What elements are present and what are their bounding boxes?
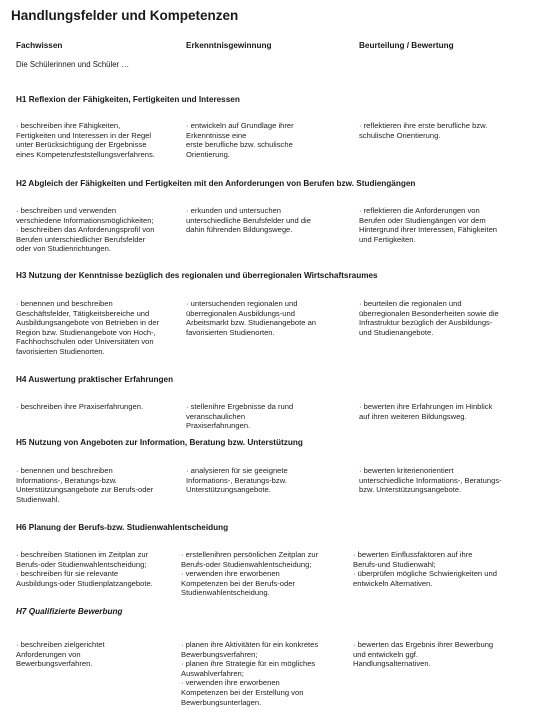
section-h6-erkenntnisgewinnung — [181, 550, 346, 598]
cell-line: Studienwahlentscheidung. — [181, 588, 270, 598]
cell-line: · beschreiben ihre Praxiserfahrungen. — [16, 402, 144, 411]
cell-line: Erkenntnisse eine — [186, 130, 247, 140]
cell-line: · entwickeln auf Grundlage ihrer — [186, 121, 294, 130]
column-header-beurteilung: Beurteilung / Bewertung — [359, 41, 454, 50]
page-title: Handlungsfelder und Kompetenzen — [11, 8, 239, 23]
cell-line: · beschreiben zielgerichtet — [16, 640, 105, 649]
cell-line: · bewerten ihre Erfahrungen im Hinblick — [359, 402, 493, 411]
cell-line: Auswahlverfahren; — [181, 668, 244, 678]
cell-line: · beschreiben das Anforderungsprofil von — [16, 225, 155, 235]
cell-line: · erkunden und untersuchen — [186, 206, 281, 215]
cell-line: Ausbildungs-oder Studienplatzangebote. — [16, 578, 153, 588]
cell-line: Region bzw. Studienangebote von Hoch-, — [16, 327, 156, 337]
cell-line: Geschäftsfelder, Tätigkeitsbereiche und — [16, 308, 150, 318]
cell-line: Infrastruktur bezüglich der Ausbildungs- — [359, 318, 493, 328]
cell-line: Praxiserfahrungen. — [186, 421, 251, 431]
section-h5-erkenntnisgewinnung — [186, 466, 346, 495]
section-h2-title: H2 Abgleich der Fähigkeiten und Fertigkeiten mit den Anforderungen von Berufen bzw. Studiengängen — [16, 179, 416, 188]
cell-line: oder von Studienrichtungen. — [16, 244, 111, 254]
cell-line: · bewerten kriterienorientiert — [359, 466, 454, 475]
cell-line: erste berufliche bzw. schulische — [186, 140, 293, 150]
cell-line: bzw. Unterstützungsangebote. — [359, 485, 462, 495]
section-h3-erkenntnisgewinnung — [186, 299, 346, 337]
cell-line: · bewerten das Ergebnis ihrer Bewerbung — [353, 640, 494, 649]
section-h4-erkenntnisgewinnung — [186, 402, 346, 431]
cell-line: Berufs-oder Studienwahlentscheidung; — [16, 559, 147, 569]
cell-line: Informations-, Beratungs-bzw. — [186, 475, 287, 485]
cell-line: Anforderungen von — [16, 649, 81, 659]
section-h3-bewertung — [359, 299, 527, 337]
section-h3-fachwissen — [16, 299, 176, 357]
cell-line: favorisierten Studienorten. — [186, 327, 275, 337]
cell-line: · beurteilen die regionalen und — [359, 299, 462, 308]
cell-line: unterschiedliche Berufsfelder und die — [186, 215, 311, 225]
cell-line: Fertigkeiten und Interessen in der Regel — [16, 130, 152, 140]
cell-line: Bewerbungsunterlagen. — [181, 697, 262, 707]
section-h1-erkenntnisgewinnung — [186, 121, 346, 159]
cell-line: Informations-, Beratungs-bzw. — [16, 475, 117, 485]
section-h2-bewertung — [359, 206, 527, 244]
section-h5-fachwissen — [16, 466, 176, 504]
cell-line: entwickeln Alternativen. — [353, 578, 433, 588]
cell-line: Unterstützungsangebote. — [186, 485, 271, 495]
cell-line: · beschreiben für sie relevante — [16, 569, 119, 579]
cell-line: überregionalen Besonderheiten sowie die — [359, 308, 499, 318]
section-h3-title: H3 Nutzung der Kenntnisse bezüglich des regionalen und überregionalen Wirtschaftsraumes — [16, 271, 378, 280]
cell-line: · verwenden ihre erworbenen — [181, 678, 280, 688]
cell-line: Kompetenzen bei der Berufs-oder — [181, 578, 295, 588]
cell-line: und entwickeln ggf. — [353, 649, 419, 659]
cell-line: Orientierung. — [186, 149, 230, 159]
cell-line: überregionalen Ausbildungs-und — [186, 308, 295, 318]
cell-line: favorisierten Studienorten. — [16, 346, 105, 356]
cell-line: Ausbildungsangebote von Betrieben in der — [16, 318, 160, 328]
cell-line: · stellenihre Ergebnisse da rund — [186, 402, 294, 411]
cell-line: · reflektieren ihre erste berufliche bzw. — [359, 121, 488, 130]
section-h2-fachwissen — [16, 206, 176, 254]
section-h7-fachwissen — [16, 640, 176, 669]
cell-line: Berufs-oder Studienwahlentscheidung; — [181, 559, 312, 569]
cell-line: · analysieren für sie geeignete — [186, 466, 288, 475]
cell-line: · benennen und beschreiben — [16, 466, 113, 475]
section-h6-fachwissen — [16, 550, 176, 588]
section-h7-erkenntnisgewinnung — [181, 640, 346, 707]
cell-line: · beschreiben ihre Fähigkeiten, — [16, 121, 121, 130]
cell-line: · erstellenihren persönlichen Zeitplan zur — [181, 550, 319, 559]
cell-line: · überprüfen mögliche Schwierigkeiten und — [353, 569, 497, 579]
column-header-fachwissen: Fachwissen — [16, 41, 63, 50]
cell-line: und Fertigkeiten. — [359, 234, 416, 244]
cell-line: veranschaulichen — [186, 411, 246, 421]
cell-line: Berufen oder Studiengängen vor dem — [359, 215, 486, 225]
cell-line: · reflektieren die Anforderungen von — [359, 206, 480, 215]
cell-line: eines Kompetenzfeststellungsverfahrens. — [16, 149, 155, 159]
section-h1-title: H1 Reflexion der Fähigkeiten, Fertigkeiten und Interessen — [16, 95, 240, 104]
intro-text: Die Schülerinnen und Schüler … — [16, 60, 130, 69]
cell-line: Bewerbungsverfahren; — [181, 649, 258, 659]
cell-line: verschiedene Informationsmöglichkeiten; — [16, 215, 154, 225]
cell-line: Kompetenzen bei der Erstellung von — [181, 687, 304, 697]
section-h5-bewertung — [359, 466, 527, 495]
section-h4-fachwissen — [16, 402, 176, 412]
cell-line: Berufen unterschiedlicher Berufsfelder — [16, 234, 146, 244]
cell-line: dahin führenden Bildungswege. — [186, 225, 293, 235]
section-h7-bewertung — [353, 640, 528, 669]
cell-line: unter Berücksichtigung der Ergebnisse — [16, 140, 147, 150]
cell-line: Studienwahl. — [16, 494, 60, 504]
cell-line: auf ihren weiteren Bildungsweg. — [359, 411, 467, 421]
cell-line: unterschiedliche Informations-, Beratungs- — [359, 475, 502, 485]
cell-line: Handlungsalternativen. — [353, 659, 431, 669]
cell-line: · beschreiben und verwenden — [16, 206, 117, 215]
cell-line: · untersuchenden regionalen und — [186, 299, 298, 308]
column-header-erkenntnisgewinnung: Erkenntnisgewinnung — [186, 41, 272, 50]
cell-line: · benennen und beschreiben — [16, 299, 113, 308]
cell-line: Unterstützungsangebote zur Berufs-oder — [16, 485, 154, 495]
cell-line: schulische Orientierung. — [359, 130, 441, 140]
section-h6-title: H6 Planung der Berufs-bzw. Studienwahlentscheidung — [16, 523, 229, 532]
section-h6-bewertung — [353, 550, 528, 588]
section-h1-fachwissen — [16, 121, 176, 159]
section-h5-title: H5 Nutzung von Angeboten zur Information, Beratung bzw. Unterstützung — [16, 438, 303, 447]
cell-line: Fachhochschulen oder Universitäten von — [16, 337, 154, 347]
cell-line: · planen ihre Strategie für ein mögliches — [181, 659, 316, 669]
section-h2-erkenntnisgewinnung — [186, 206, 346, 235]
section-h7-title: H7 Qualifizierte Bewerbung — [16, 607, 123, 616]
section-h1-bewertung — [359, 121, 527, 140]
section-h4-bewertung — [359, 402, 527, 421]
cell-line: · beschreiben Stationen im Zeitplan zur — [16, 550, 149, 559]
cell-line: Hintergrund ihrer Interessen, Fähigkeiten — [359, 225, 498, 235]
cell-line: · bewerten Einflussfaktoren auf ihre — [353, 550, 473, 559]
cell-line: und Studienangebote. — [359, 327, 434, 337]
cell-line: Arbeitsmarkt bzw. Studienangebote an — [186, 318, 317, 328]
section-h4-title: H4 Auswertung praktischer Erfahrungen — [16, 375, 174, 384]
cell-line: Berufs-und Studienwahl; — [353, 559, 436, 569]
cell-line: · planen ihre Aktivitäten für ein konkretes — [181, 640, 319, 649]
cell-line: · verwenden ihre erworbenen — [181, 569, 280, 579]
cell-line: Bewerbungsverfahren. — [16, 659, 93, 669]
